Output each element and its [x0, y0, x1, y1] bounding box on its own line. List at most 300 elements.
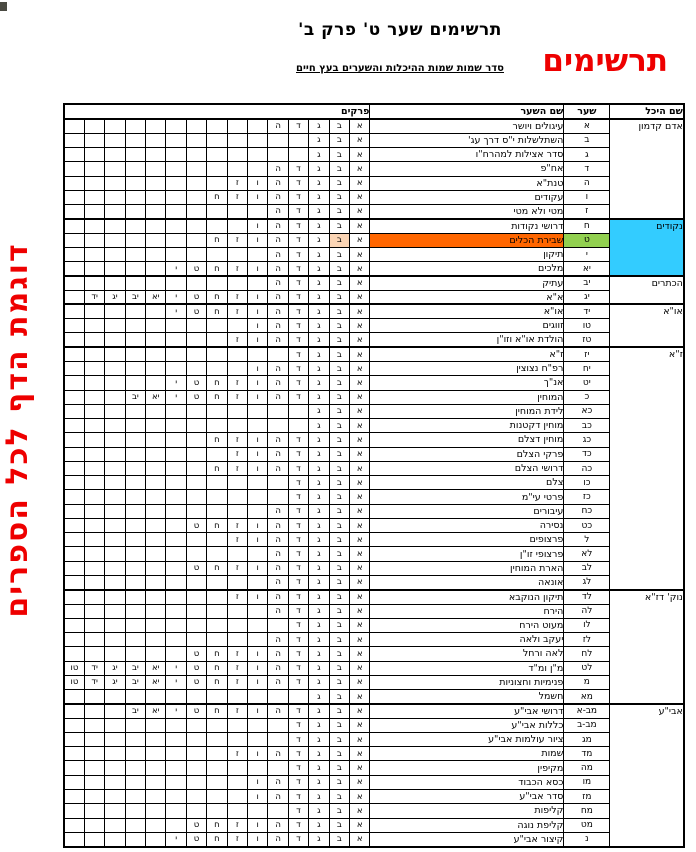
chapter-cell: ג [309, 576, 329, 590]
chapter-cell: ג [309, 504, 329, 518]
chapter-cell: ב [329, 618, 349, 632]
chapter-cell: ו [248, 789, 268, 803]
chapter-cell [186, 576, 206, 590]
chapter-cell: ב [329, 690, 349, 704]
chapter-cell [125, 576, 145, 590]
chapter-cell [207, 276, 227, 290]
chapter-cell [105, 362, 125, 376]
chapter-cell: א [349, 747, 369, 761]
chapter-cell [166, 319, 186, 333]
chapter-cell [105, 533, 125, 547]
chapter-cell [146, 333, 166, 347]
table-row [64, 647, 684, 661]
chapter-cell [268, 761, 288, 775]
chapter-cell: א [349, 433, 369, 447]
chapter-cell [146, 775, 166, 789]
chapter-cell [64, 789, 84, 803]
gate-name-cell: ז"א [370, 347, 564, 361]
chapter-cell: ב [329, 233, 349, 247]
chapter-cell [146, 262, 166, 276]
chapter-cell [64, 362, 84, 376]
chapter-cell [64, 333, 84, 347]
chapter-cell [64, 262, 84, 276]
table-row [64, 476, 684, 490]
chapter-cell [166, 576, 186, 590]
gate-number-cell: יב [564, 276, 610, 290]
chapter-cell: ג [309, 590, 329, 604]
chapter-cell [207, 347, 227, 361]
chapter-cell [227, 205, 247, 219]
scan-artifact [0, 2, 7, 11]
chapter-cell [166, 190, 186, 204]
chapter-cell [248, 476, 268, 490]
chapter-cell [207, 490, 227, 504]
chapter-cell [84, 162, 104, 176]
chapter-cell: ו [248, 290, 268, 304]
gate-number-cell: לד [564, 590, 610, 604]
chapter-cell [207, 119, 227, 133]
chapter-cell: ב [329, 675, 349, 689]
chapter-cell [125, 732, 145, 746]
chapter-cell [125, 561, 145, 575]
chapter-cell [125, 518, 145, 532]
gate-name-cell: קיצור אבי"ע [370, 832, 564, 846]
gate-name-cell: או"א [370, 304, 564, 318]
gate-number-cell: לז [564, 633, 610, 647]
chapter-cell [186, 690, 206, 704]
gate-name-cell: שבירת הכלים [370, 233, 564, 247]
table-row [64, 148, 684, 162]
chapter-cell: א [349, 633, 369, 647]
chapter-cell: ז [227, 290, 247, 304]
table-row [64, 447, 684, 461]
chapter-cell [146, 404, 166, 418]
chapter-cell [207, 775, 227, 789]
chapter-cell: ט [186, 390, 206, 404]
chapter-cell [146, 690, 166, 704]
chapter-cell [146, 419, 166, 433]
chapter-cell: ב [329, 276, 349, 290]
chapter-cell [146, 247, 166, 261]
chapter-cell [207, 547, 227, 561]
chapter-cell: ד [288, 376, 308, 390]
chapter-cell [248, 133, 268, 147]
chapter-cell: ד [288, 176, 308, 190]
chapter-cell [166, 362, 186, 376]
chapter-cell [268, 419, 288, 433]
gate-name-cell: סדר אבי"ע [370, 789, 564, 803]
table-row [64, 333, 684, 347]
gate-name-cell: הולדת או"א וזו"ן [370, 333, 564, 347]
chapter-cell [248, 404, 268, 418]
chapter-cell [125, 362, 145, 376]
chapter-cell [288, 419, 308, 433]
chapter-cell [207, 533, 227, 547]
chapter-cell: ח [207, 304, 227, 318]
chapter-cell [227, 276, 247, 290]
chapter-cell [125, 647, 145, 661]
chapter-cell: ג [309, 647, 329, 661]
chapter-cell: ג [309, 362, 329, 376]
chapter-cell [186, 775, 206, 789]
chapter-cell: א [349, 319, 369, 333]
chapter-cell [64, 576, 84, 590]
chapter-cell: ה [268, 604, 288, 618]
chapter-cell [84, 133, 104, 147]
chapter-cell: ט [186, 304, 206, 318]
chapter-cell [207, 789, 227, 803]
chapter-cell: ג [309, 761, 329, 775]
chapter-cell: ה [268, 390, 288, 404]
chapter-cell [84, 148, 104, 162]
chapter-cell: א [349, 504, 369, 518]
chapter-cell [64, 304, 84, 318]
chapter-cell [186, 219, 206, 233]
chapter-cell [125, 547, 145, 561]
chapter-cell [248, 347, 268, 361]
chapter-cell: ג [309, 789, 329, 803]
chapter-cell [64, 276, 84, 290]
chapter-cell: ד [288, 804, 308, 818]
chapter-cell [186, 547, 206, 561]
chapter-cell [146, 205, 166, 219]
chapter-cell [248, 205, 268, 219]
chapter-cell [146, 576, 166, 590]
chapter-cell: ג [309, 162, 329, 176]
chapter-cell: ז [227, 433, 247, 447]
chapter-cell: יב [125, 390, 145, 404]
chapter-cell: ד [288, 276, 308, 290]
chapter-cell [166, 732, 186, 746]
chapter-cell: ב [329, 262, 349, 276]
chapter-cell [227, 148, 247, 162]
chapter-cell [84, 362, 104, 376]
chapter-cell [186, 119, 206, 133]
gate-name-cell: עתיק [370, 276, 564, 290]
chapter-cell: ג [309, 447, 329, 461]
chapter-cell: ג [309, 119, 329, 133]
chapter-cell: ב [329, 176, 349, 190]
chapter-cell [64, 319, 84, 333]
chapter-cell: ח [207, 818, 227, 832]
chapter-cell: ז [227, 176, 247, 190]
chapter-cell: יא [146, 290, 166, 304]
chapter-cell [64, 504, 84, 518]
hall-name-cell: אדם קדמון [610, 119, 684, 219]
chapter-cell [84, 433, 104, 447]
chapter-cell: ה [268, 789, 288, 803]
chapter-cell: ה [268, 504, 288, 518]
gate-number-cell: טו [564, 319, 610, 333]
chapter-cell [227, 633, 247, 647]
chapter-cell: ב [329, 490, 349, 504]
chapter-cell [105, 419, 125, 433]
chapter-cell [84, 504, 104, 518]
chapter-cell [146, 133, 166, 147]
chapter-cell [268, 490, 288, 504]
chapter-cell: ד [288, 362, 308, 376]
gate-name-cell: לידת המוחין [370, 404, 564, 418]
chapter-cell: ג [309, 404, 329, 418]
table-row [64, 604, 684, 618]
chapter-cell [146, 647, 166, 661]
table-row [64, 490, 684, 504]
chapter-cell [248, 633, 268, 647]
chapter-cell [248, 761, 268, 775]
gate-number-cell: יז [564, 347, 610, 361]
chapter-cell [207, 176, 227, 190]
chapter-cell: ב [329, 561, 349, 575]
chapter-cell: ג [309, 133, 329, 147]
chapter-cell [64, 618, 84, 632]
gate-number-cell: יד [564, 304, 610, 318]
chapter-cell [125, 276, 145, 290]
chapter-cell: ד [288, 219, 308, 233]
chapter-cell: א [349, 133, 369, 147]
gate-name-cell: ציור עולמות אבי"ע [370, 732, 564, 746]
chapter-cell [146, 789, 166, 803]
chapter-cell [186, 433, 206, 447]
chapter-cell: ח [207, 675, 227, 689]
chapter-cell: ב [329, 775, 349, 789]
table-row [64, 376, 684, 390]
chapter-cell: ג [309, 804, 329, 818]
chapter-cell: ד [288, 262, 308, 276]
chapter-cell [248, 247, 268, 261]
chapter-cell: ז [227, 333, 247, 347]
chapter-cell [288, 133, 308, 147]
chapter-cell [84, 247, 104, 261]
table-row [64, 205, 684, 219]
chapter-cell [268, 148, 288, 162]
gate-number-cell: מז [564, 789, 610, 803]
chapter-cell: ב [329, 818, 349, 832]
gate-number-cell: כא [564, 404, 610, 418]
chapter-cell: ד [288, 661, 308, 675]
chapter-cell [166, 233, 186, 247]
rotated-side-note: דוגמת הדף לכל הספרים [0, 242, 35, 618]
chapter-cell: ד [288, 476, 308, 490]
chapter-cell [166, 148, 186, 162]
chapter-cell [248, 718, 268, 732]
chapter-cell [248, 576, 268, 590]
table-row [64, 832, 684, 846]
chapter-cell: ב [329, 304, 349, 318]
chapter-cell [166, 276, 186, 290]
chapter-cell [207, 804, 227, 818]
chapter-cell [166, 533, 186, 547]
chapter-cell [84, 732, 104, 746]
chapter-cell [166, 476, 186, 490]
table-row [64, 133, 684, 147]
chapter-cell [207, 162, 227, 176]
chapter-cell: ו [248, 704, 268, 718]
gate-number-cell: לג [564, 576, 610, 590]
chapter-cell: ט [186, 290, 206, 304]
chapter-cell: ה [268, 576, 288, 590]
gate-number-cell: כה [564, 461, 610, 475]
chapter-cell: א [349, 247, 369, 261]
chapter-cell: ב [329, 604, 349, 618]
chapter-cell [105, 461, 125, 475]
chapter-cell: ה [268, 233, 288, 247]
table-row [64, 818, 684, 832]
gate-name-cell: זווגים [370, 319, 564, 333]
chapter-cell: ו [248, 362, 268, 376]
chapter-cell: ד [288, 818, 308, 832]
chapter-cell: ט [186, 376, 206, 390]
chapter-cell: יב [125, 661, 145, 675]
chapter-cell: ב [329, 148, 349, 162]
header-gate-number: שער [564, 104, 610, 119]
chapter-cell [207, 747, 227, 761]
gate-name-cell: עקודים [370, 190, 564, 204]
chapter-cell: ט [186, 832, 206, 846]
page-title: תרשימים שער ט' פרק ב' [298, 20, 502, 40]
chapter-cell: ו [248, 533, 268, 547]
chapter-cell [227, 504, 247, 518]
chapter-cell [105, 219, 125, 233]
chapter-cell [186, 633, 206, 647]
chapter-cell [84, 419, 104, 433]
chapter-cell: ו [248, 304, 268, 318]
chapter-cell: ג [309, 319, 329, 333]
chapter-cell: ג [309, 247, 329, 261]
chapter-cell [105, 704, 125, 718]
chapter-cell: ו [248, 190, 268, 204]
chapter-cell: ו [248, 590, 268, 604]
gate-number-cell: יג [564, 290, 610, 304]
header-hall-name: שם היכל [610, 104, 684, 119]
chapter-cell: ט [186, 675, 206, 689]
chapter-cell [64, 447, 84, 461]
gate-number-cell: מב-א [564, 704, 610, 718]
chapter-cell [186, 761, 206, 775]
chapter-cell [186, 233, 206, 247]
table-row [64, 761, 684, 775]
chapter-cell [166, 775, 186, 789]
chapter-cell [125, 319, 145, 333]
table-row [64, 461, 684, 475]
chapter-cell: ה [268, 832, 288, 846]
chapter-cell: ב [329, 162, 349, 176]
chapter-cell: ה [268, 162, 288, 176]
chapter-cell: ד [288, 461, 308, 475]
chapter-cell [146, 604, 166, 618]
chapter-cell: ה [268, 205, 288, 219]
table-row [64, 304, 684, 318]
chapter-cell [248, 162, 268, 176]
chapter-cell: יד [84, 675, 104, 689]
chapter-cell [207, 447, 227, 461]
gate-number-cell: מא [564, 690, 610, 704]
chapter-cell [227, 576, 247, 590]
chapter-cell: יא [146, 675, 166, 689]
chapter-cell: ז [227, 390, 247, 404]
chapter-cell [105, 162, 125, 176]
chapter-cell: א [349, 647, 369, 661]
chapter-cell: ב [329, 133, 349, 147]
chapter-cell: ד [288, 832, 308, 846]
chapter-cell: ב [329, 718, 349, 732]
chapter-cell [166, 618, 186, 632]
chapter-cell: ג [309, 205, 329, 219]
table-row [64, 775, 684, 789]
chapter-cell: א [349, 219, 369, 233]
chapter-cell [146, 818, 166, 832]
gate-name-cell: פרצופים [370, 533, 564, 547]
chapter-cell [207, 618, 227, 632]
chapter-cell [146, 590, 166, 604]
chapter-cell: ג [309, 633, 329, 647]
table-row [64, 419, 684, 433]
chapter-cell: ד [288, 547, 308, 561]
chapter-cell [105, 233, 125, 247]
chapter-cell: ג [309, 433, 329, 447]
gate-name-cell: עיגולים ויושר [370, 119, 564, 133]
chapter-cell [146, 504, 166, 518]
chapter-cell: א [349, 119, 369, 133]
chapter-cell [227, 119, 247, 133]
gate-name-cell: אונאה [370, 576, 564, 590]
chapter-cell [207, 718, 227, 732]
chapter-cell: ח [207, 190, 227, 204]
chapter-cell [186, 205, 206, 219]
chapter-cell [125, 775, 145, 789]
chapter-cell [186, 789, 206, 803]
hall-name-cell: או"א [610, 304, 684, 347]
chapter-cell: ג [309, 376, 329, 390]
chapter-cell [227, 690, 247, 704]
chapter-cell: ד [288, 675, 308, 689]
chapter-cell [105, 718, 125, 732]
chapter-cell: א [349, 718, 369, 732]
gate-number-cell: לו [564, 618, 610, 632]
chapter-cell: א [349, 533, 369, 547]
chapter-cell: ג [309, 661, 329, 675]
chapter-cell: א [349, 590, 369, 604]
gate-name-cell: יעקב ולאה [370, 633, 564, 647]
chapter-cell [84, 789, 104, 803]
chapter-cell: ד [288, 304, 308, 318]
gate-name-cell: מטי ולא מטי [370, 205, 564, 219]
chapter-cell: יד [84, 661, 104, 675]
chapter-cell [248, 419, 268, 433]
table-row [64, 190, 684, 204]
chapter-cell: ב [329, 419, 349, 433]
chapter-cell [186, 333, 206, 347]
table-row [64, 704, 684, 718]
chapter-cell [146, 447, 166, 461]
chapter-cell [64, 290, 84, 304]
chapter-cell: א [349, 190, 369, 204]
hall-name-cell: ז"א [610, 347, 684, 590]
gate-name-cell: שמות [370, 747, 564, 761]
chapter-cell [248, 804, 268, 818]
chapter-cell [84, 304, 104, 318]
chapter-cell [288, 404, 308, 418]
chapter-cell [146, 547, 166, 561]
chapter-cell: י [166, 304, 186, 318]
chapter-cell [125, 133, 145, 147]
chapter-cell [146, 761, 166, 775]
chapter-cell: ב [329, 390, 349, 404]
gate-number-cell: ג [564, 148, 610, 162]
chapter-cell: ה [268, 661, 288, 675]
chapter-cell [207, 419, 227, 433]
chapter-cell [105, 119, 125, 133]
chapter-cell: ג [309, 148, 329, 162]
